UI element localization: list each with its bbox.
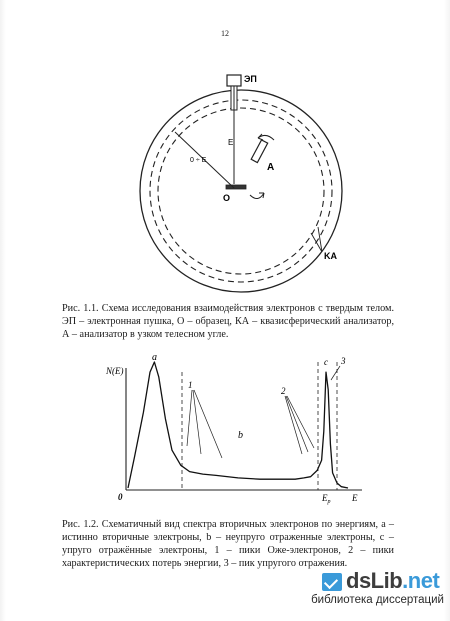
- figure-2-caption: Рис. 1.2. Схематичный вид спектра вторичных электронов по энергиям, а – истинно вторичные электроны, b – неупруго отраженные электроны, с – упруго отражённые электроны, 1 – пики Оже-электронов, 2 – пики характеристических потерь энергии, 3 – пик упругого отражения.: [62, 519, 394, 569]
- outer-circle: [140, 90, 342, 292]
- spherical-analyzer-label: KA: [324, 251, 337, 261]
- peak-c-label: c: [324, 357, 328, 367]
- auger-arrow-3: [194, 390, 222, 458]
- page-number: 12: [221, 29, 229, 38]
- energy-range-label: 0 ÷ E: [190, 157, 207, 164]
- electron-gun: [227, 75, 241, 86]
- ep-tick-label: [321, 493, 331, 505]
- x-axis-label: E: [352, 493, 358, 503]
- figure-1-diagram: [0, 70, 450, 295]
- gun-label: ЭП: [244, 74, 257, 84]
- peak-a-label: a: [152, 352, 157, 363]
- peak-2-label: 2: [281, 386, 286, 396]
- watermark-logo: dsLib.net: [346, 568, 440, 593]
- loss-arrow-3: [287, 396, 314, 448]
- figure-2-spectrum-chart: [0, 350, 450, 510]
- ep-main: E: [322, 493, 328, 503]
- figure-1-caption: Рис. 1.1. Схема исследования взаимодействия электронов с твердым телом. ЭП – электронная пушка, О – образец, КА – квазисферический анализатор, А – анализатор в узком телесном угле.: [62, 303, 394, 340]
- y-axis-label: N(E): [106, 366, 124, 376]
- origin-label: 0: [118, 492, 123, 502]
- watermark-tagline: библиотека диссертаций: [311, 594, 444, 606]
- ep-subscript: p: [327, 499, 331, 505]
- analyzer-label: A: [267, 162, 275, 173]
- auger-arrow-2: [193, 390, 201, 454]
- loss-arrow-2: [286, 396, 308, 452]
- auger-arrow-1: [187, 390, 192, 446]
- check-icon: [322, 573, 342, 591]
- peak-1-label: 1: [188, 380, 193, 390]
- rotation-arrow-bottom: [250, 193, 264, 199]
- loss-arrow-1: [285, 396, 302, 454]
- sample-label: O: [223, 193, 231, 203]
- inner-dashed-circle: [158, 108, 324, 274]
- peak-3-label: 3: [341, 356, 346, 366]
- sample: [226, 185, 246, 189]
- spectrum-series-line: [128, 362, 348, 488]
- middle-dashed-circle: [150, 100, 332, 282]
- analyzer-a: [251, 140, 268, 163]
- region-b-label: b: [238, 430, 243, 441]
- trajectory-label: E: [228, 138, 234, 147]
- elastic-pointer: [331, 366, 340, 380]
